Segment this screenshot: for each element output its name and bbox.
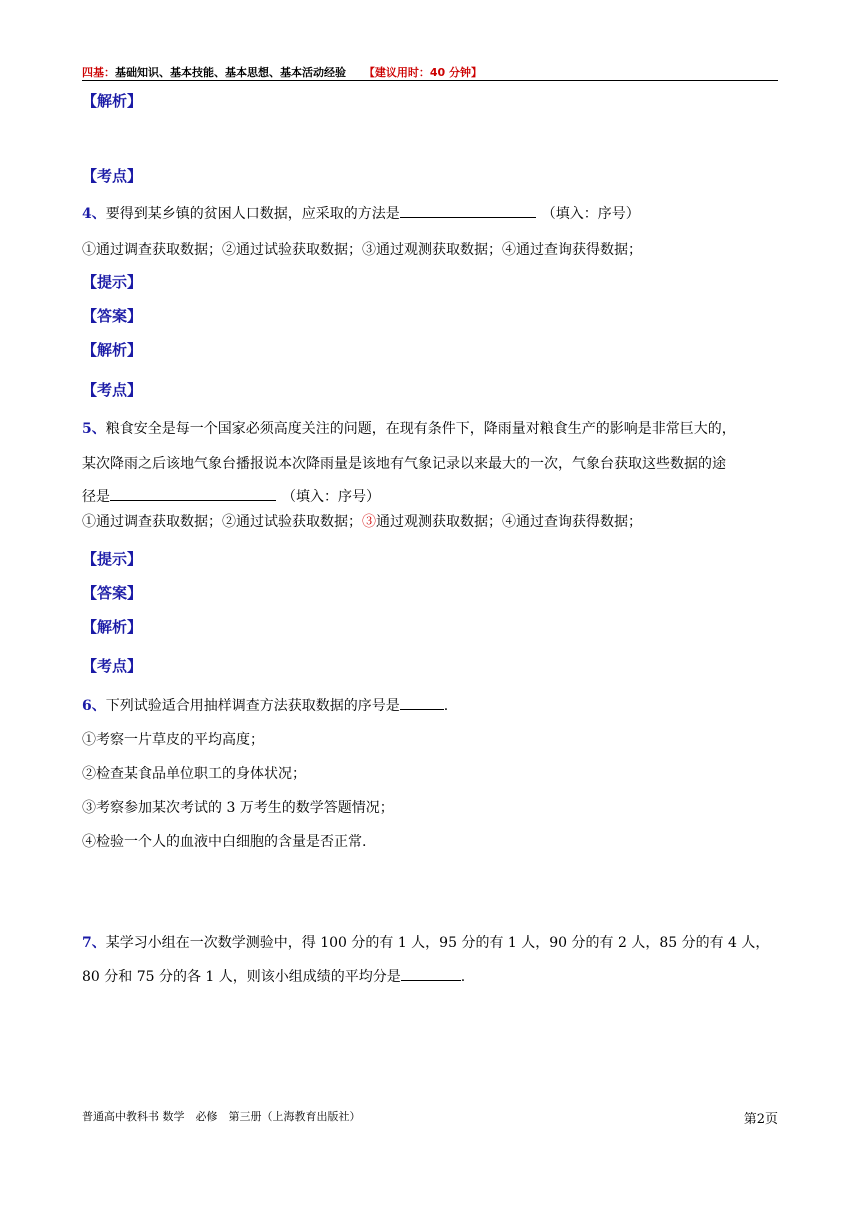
- q4-point-tag: 【考点】: [82, 381, 143, 399]
- q7-text-line1: 某学习小组在一次数学测验中，得 100 分的有 1 人，95 分的有 1 人，90 分的有 2 人，85 分的有 4 人，: [105, 935, 770, 951]
- q6-item-2: ②检查某食品单位职工的身体状况；: [82, 766, 306, 782]
- q5-line1: [82, 418, 736, 438]
- q5-option-3-marker: ③: [362, 514, 376, 530]
- q6-question: [82, 695, 448, 715]
- q4-answer-blank[interactable]: [400, 203, 536, 218]
- q7-line2: [82, 966, 465, 986]
- q7-text-line2: 80 分和 75 分的各 1 人，则该小组成绩的平均分是: [82, 969, 401, 985]
- q4-answer-tag: 【答案】: [82, 307, 143, 325]
- footer-page-number: 第2页: [743, 1112, 778, 1127]
- q6-item-1: ①考察一片草皮的平均高度；: [82, 732, 264, 748]
- q4-analysis-tag: 【解析】: [82, 341, 143, 359]
- q5-number: 5: [82, 421, 92, 437]
- q6-end: .: [443, 698, 449, 714]
- q5-analysis-tag: 【解析】: [82, 618, 143, 636]
- q4-suffix: （填入：序号）: [541, 206, 640, 222]
- q5-options-c: 通过观测获取数据；④通过查询获得数据；: [376, 514, 642, 530]
- q6-text: 下列试验适合用抽样调查方法获取数据的序号是: [105, 698, 400, 714]
- q6-item-3: ③考察参加某次考试的 3 万考生的数学答题情况；: [82, 800, 394, 816]
- q4-question: [82, 203, 640, 223]
- q4-sep: 、: [91, 206, 106, 222]
- q3-point-tag: 【考点】: [82, 167, 143, 185]
- q7-number: 7: [82, 935, 92, 951]
- q5-answer-blank[interactable]: [110, 486, 276, 501]
- footer-book-title: 普通高中教科书 数学 必修 第三册（上海教育出版社）: [82, 1110, 361, 1123]
- header-label: 四基：: [82, 66, 115, 79]
- q5-sep: 、: [91, 421, 106, 437]
- q5-answer-tag: 【答案】: [82, 584, 143, 602]
- q6-item-4: ④检验一个人的血液中白细胞的含量是否正常.: [82, 834, 367, 850]
- q5-options: [82, 511, 642, 531]
- q5-line2: 某次降雨之后该地气象台播报说本次降雨量是该地有气象记录以来最大的一次，气象台获取这些数据的途: [82, 456, 726, 472]
- q5-line3-prefix: 径是: [82, 489, 110, 505]
- header-rule: [82, 80, 778, 81]
- header-time: 【建议用时：40 分钟】: [363, 66, 482, 79]
- q4-text: 要得到某乡镇的贫困人口数据，应采取的方法是: [105, 206, 400, 222]
- q3-analysis-tag: 【解析】: [82, 92, 143, 110]
- q6-number: 6: [82, 698, 92, 714]
- q5-line3: [82, 486, 380, 506]
- q5-options-a: ①通过调查获取数据；②通过试验获取数据；: [82, 514, 362, 530]
- q6-sep: 、: [91, 698, 106, 714]
- q7-sep: 、: [91, 935, 106, 951]
- q6-answer-blank[interactable]: [400, 695, 444, 710]
- header-text: 基础知识、基本技能、基本思想、基本活动经验: [115, 66, 346, 79]
- q5-point-tag: 【考点】: [82, 657, 143, 675]
- q4-options: ①通过调查获取数据；②通过试验获取数据；③通过观测获取数据；④通过查询获得数据；: [82, 242, 642, 258]
- q7-answer-blank[interactable]: [401, 966, 461, 981]
- q5-text-line1: 粮食安全是每一个国家必须高度关注的问题，在现有条件下，降雨量对粮食生产的影响是非常巨大的，: [105, 421, 736, 437]
- q4-hint-tag: 【提示】: [82, 273, 143, 291]
- q5-hint-tag: 【提示】: [82, 550, 143, 568]
- q5-suffix: （填入：序号）: [282, 489, 380, 505]
- q4-number: 4: [82, 206, 92, 222]
- q7-end: .: [460, 969, 466, 985]
- q7-line1: [82, 932, 769, 952]
- page-header: [82, 64, 482, 80]
